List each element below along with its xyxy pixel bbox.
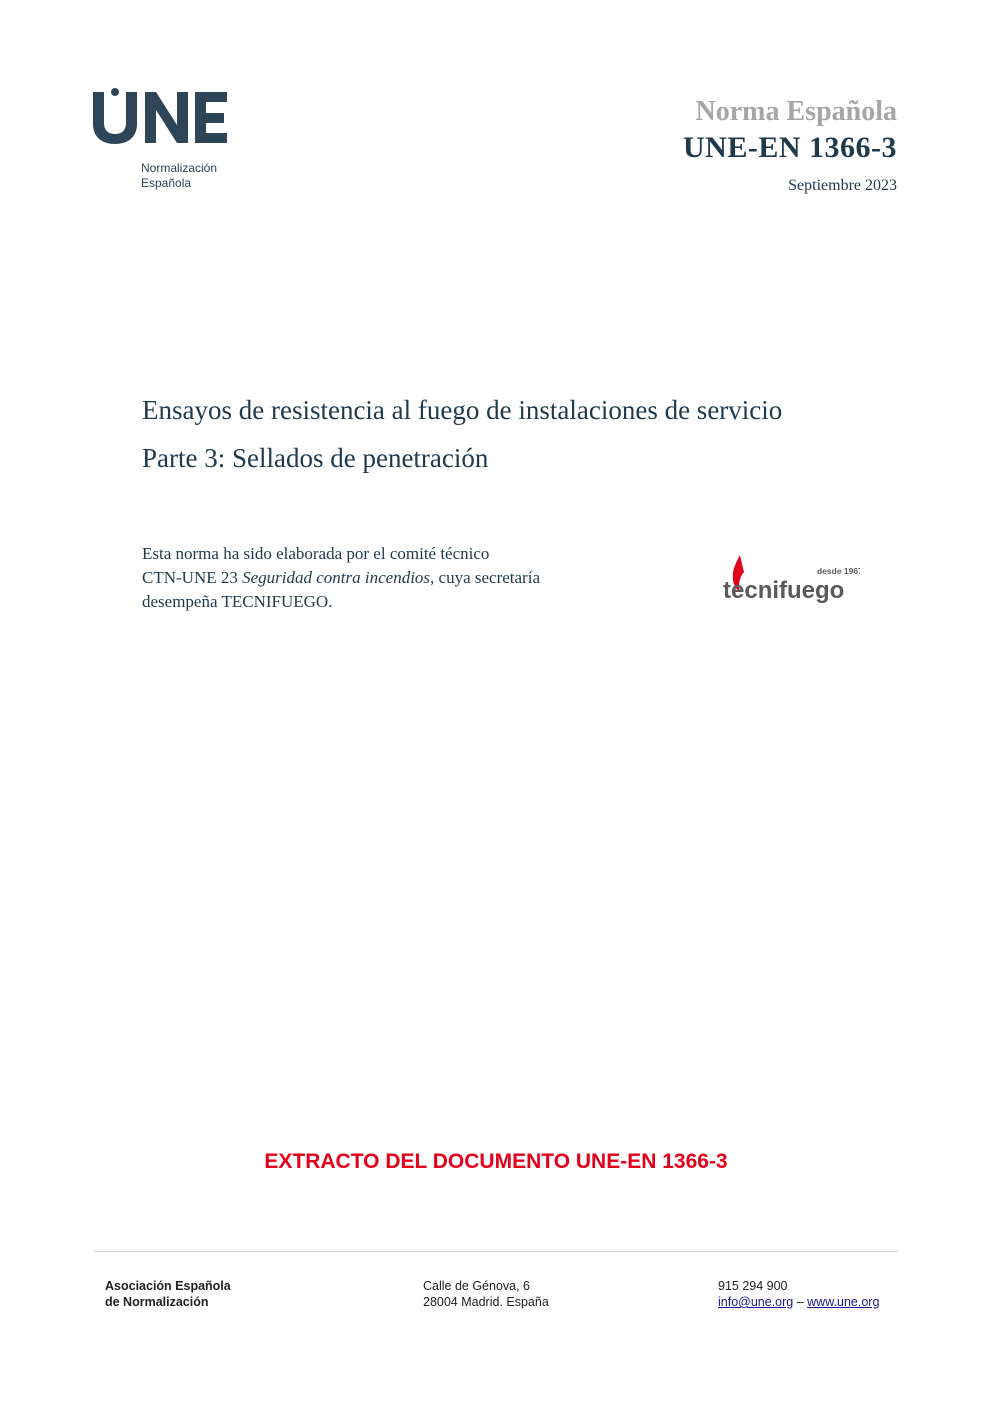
extract-notice: EXTRACTO DEL DOCUMENTO UNE-EN 1366-3 [264,1150,728,1173]
document-title [142,386,922,482]
website-link[interactable]: www.une.org [807,1295,880,1309]
tecnifuego-logo [720,552,860,612]
footer-addr-line1: Calle de Génova, 6 [423,1279,531,1293]
logo-sub-line2: Española [141,176,192,190]
title-line2: Parte 3: Sellados de penetración [142,443,489,473]
committee-name: Seguridad contra incendios [242,568,431,587]
tecnifuego-wordmark: tecnifuego [723,577,845,604]
footer-links [718,1294,879,1310]
standard-code: UNE-EN 1366-3 [683,131,897,164]
committee-line3: desempeña TECNIFUEGO. [142,592,333,611]
footer-divider [93,1251,899,1252]
footer-address [423,1278,549,1310]
title-line1: Ensayos de resistencia al fuego de instalaciones de servicio [142,395,783,425]
logo-sub-line1: Normalización [141,161,218,175]
publication-date: Septiembre 2023 [788,177,897,194]
tecnifuego-logo-mark [720,552,860,612]
committee-line1: Esta norma ha sido elaborada por el comité técnico [142,544,490,563]
footer-contact [718,1278,879,1310]
footer-addr-line2: 28004 Madrid. España [423,1295,549,1309]
footer-org-line2: de Normalización [105,1295,209,1309]
footer-organization [105,1278,231,1310]
une-logo-subtitle [141,161,217,191]
committee-line2 [142,566,662,590]
une-logo-mark [93,88,233,148]
committee-statement [142,542,662,614]
document-kind: Norma Española [695,96,897,127]
tecnifuego-tagline: desde 1967 [817,566,860,576]
committee-line2-tail: , cuya secretaría [430,568,540,587]
footer-link-separator: – [793,1295,808,1309]
footer-phone: 915 294 900 [718,1279,788,1293]
footer-org-line1: Asociación Española [105,1279,231,1293]
email-link[interactable]: info@une.org [718,1295,794,1309]
committee-code: CTN-UNE 23 [142,568,238,587]
